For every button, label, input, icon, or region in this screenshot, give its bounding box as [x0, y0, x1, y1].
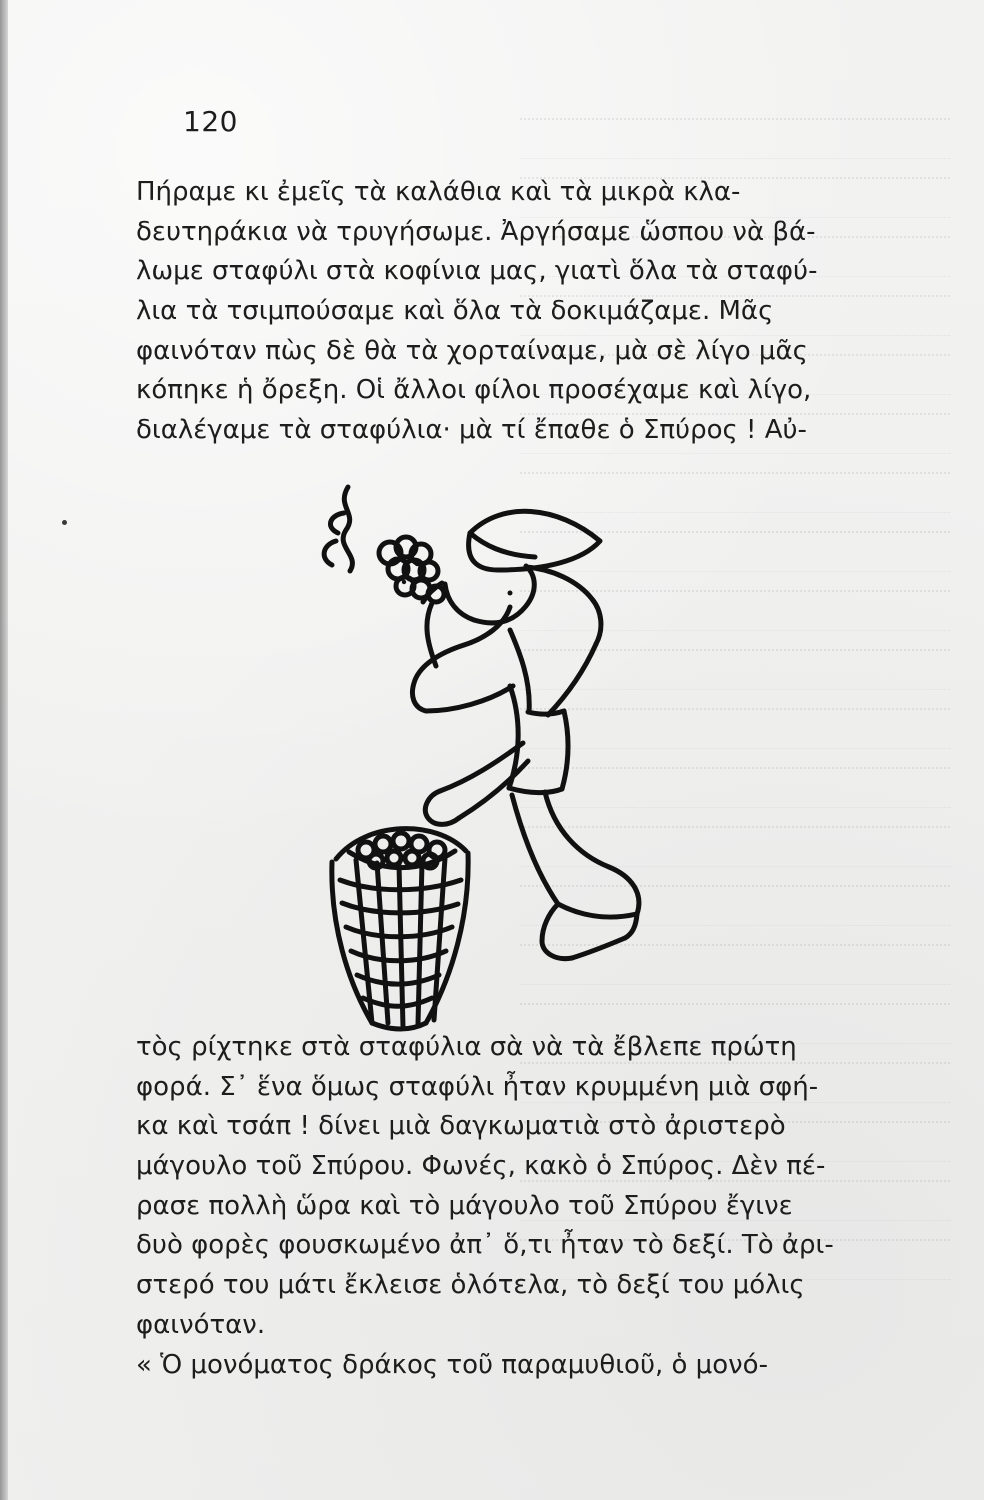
text-line: στερό του μάτι ἔκλεισε ὁλότελα, τὸ δεξί του μόλις [136, 1270, 805, 1301]
text-line: δευτηράκια νὰ τρυγήσωμε. Ἀργήσαμε ὥσπου νὰ βά- [136, 216, 816, 247]
printing-speck [62, 520, 67, 525]
text-line: διαλέγαμε τὰ σταφύλια· μὰ τί ἔπαθε ὁ Σπύρος ! Αὐ- [136, 415, 807, 446]
text-line: φορά. Σ᾿ ἕνα ὅμως σταφύλι ἦταν κρυμμένη μιὰ σφή- [136, 1071, 819, 1102]
top-paragraph [136, 173, 944, 451]
page-number: 120 [183, 105, 238, 138]
text-line: μάγουλο τοῦ Σπύρου. Φωνές, κακὸ ὁ Σπύρος. Δὲν πέ- [136, 1151, 826, 1182]
text-line: τὸς ρίχτηκε στὰ σταφύλια σὰ νὰ τὰ ἔβλεπε πρώτη [136, 1032, 797, 1062]
text-line: λωμε σταφύλι στὰ κοφίνια μας, γιατὶ ὅλα τὰ σταφύ- [136, 256, 818, 287]
text-line: ρασε πολλὴ ὥρα καὶ τὸ μάγουλο τοῦ Σπύρου ἔγινε [136, 1190, 793, 1221]
boy-eating-grapes-with-basket-icon [300, 475, 670, 1035]
text-line: φαινόταν. [136, 1309, 266, 1340]
text-line: κα καὶ τσάπ ! δίνει μιὰ δαγκωματιὰ στὸ ἀριστερὸ [136, 1111, 786, 1142]
text-line: δυὸ φορὲς φουσκωμένο ἀπ᾿ ὅ,τι ἦταν τὸ δεξί. Τὸ ἀρι- [136, 1230, 834, 1261]
text-line: κόπηκε ἡ ὄρεξη. Οἱ ἄλλοι φίλοι προσέχαμε καὶ λίγο, [136, 375, 812, 406]
bottom-paragraph [136, 1028, 944, 1385]
text-line: λια τὰ τσιμπούσαμε καὶ ὅλα τὰ δοκιμάζαμε. Μᾶς [136, 296, 774, 327]
text-line: φαινόταν πὼς δὲ θὰ τὰ χορταίναμε, μὰ σὲ λίγο μᾶς [136, 335, 808, 366]
text-line: Πήραμε κι ἐμεῖς τὰ καλάθια καὶ τὰ μικρὰ κλα- [136, 177, 741, 207]
text-line: « Ὁ μονόματος δράκος τοῦ παραμυθιοῦ, ὁ μονό- [136, 1349, 768, 1380]
page-shadow-edge [0, 0, 8, 1500]
